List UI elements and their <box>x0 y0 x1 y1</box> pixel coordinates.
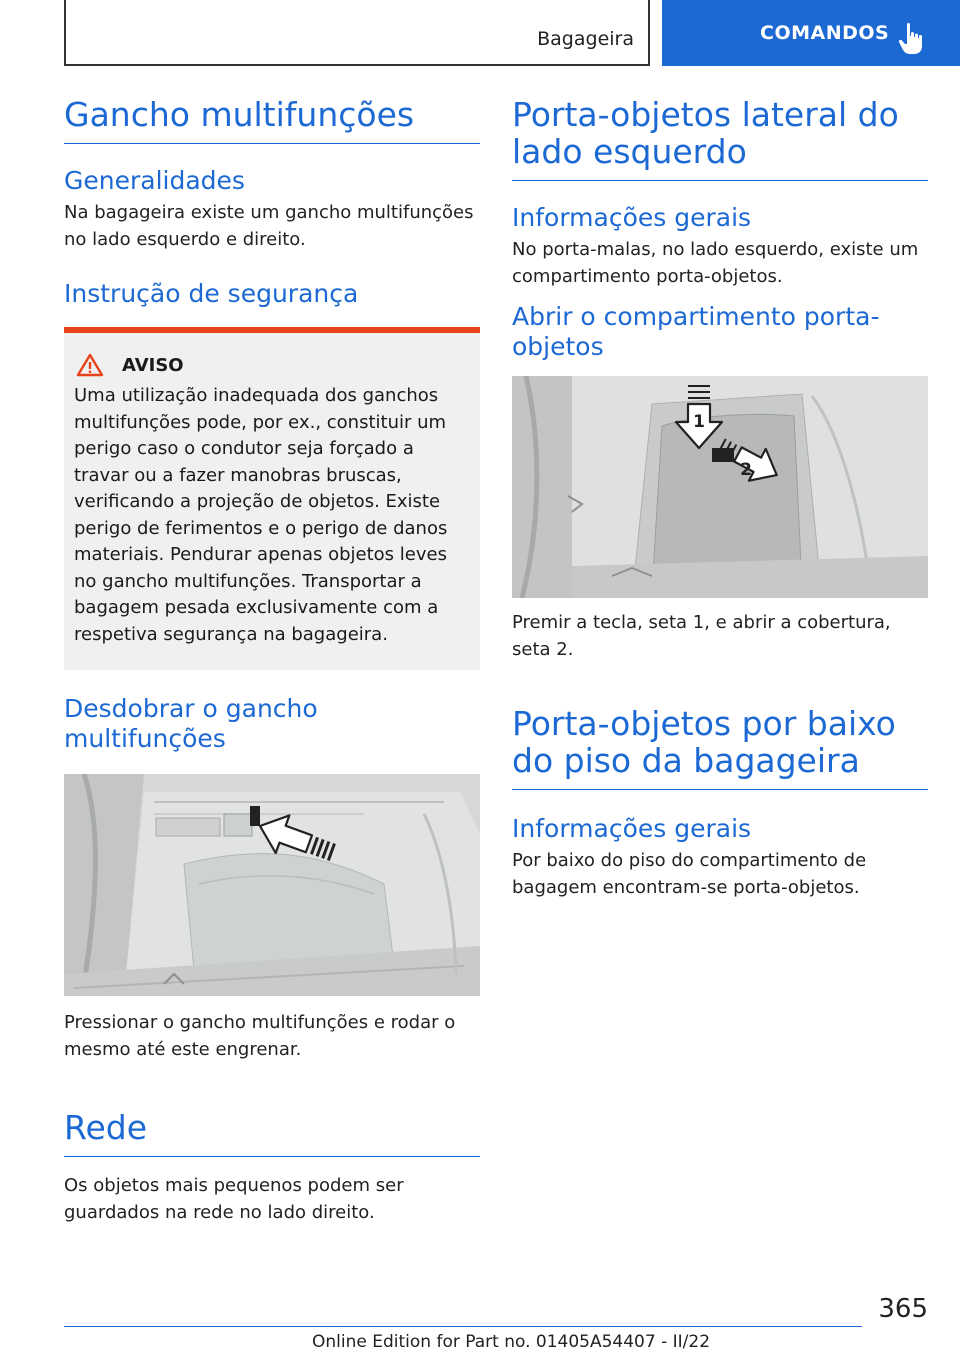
net-text: Os objetos mais pequenos podem ser guardados na rede no lado direito. <box>64 1175 404 1223</box>
open-heading: Abrir o compartimento porta-objetos <box>512 302 880 361</box>
open-text: Premir a tecla, seta 1, e abrir a cobertura, seta 2. <box>512 612 891 660</box>
floor-info-heading: Informações gerais <box>512 814 752 843</box>
page-number: 365 <box>878 1294 928 1324</box>
unfold-text: Pressionar o gancho multifunções e rodar o mesmo até este engrenar. <box>64 1012 456 1060</box>
info-text: No porta-malas, no lado esquerdo, existe um compartimento porta-objetos. <box>512 239 919 287</box>
floor-storage-rule <box>512 789 928 790</box>
header-section-box <box>64 0 650 66</box>
footer-rule <box>64 1326 862 1327</box>
warning-text: Uma utilização inadequada dos ganchos multifunções pode, por ex., constituir um perigo caso o condutor seja forçado a travar ou a fazer manobras bruscas, verificando a projeção de objetos. Existe perigo de ferimentos e o perigo de danos materiais. Pendurar apenas objetos leves no gancho multifunções. Transportar a bagagem pesada exclusivamente com a respetiva segurança na bagageira. <box>74 385 448 645</box>
callout-1: 1 <box>693 412 705 432</box>
header-chapter-label: COMANDOS <box>760 22 890 44</box>
footer-edition: Online Edition for Part no. 01405A54407 - II/22 <box>312 1332 711 1352</box>
warning-box <box>64 333 480 670</box>
net-rule <box>64 1156 480 1157</box>
title-rule <box>64 143 480 144</box>
warning-triangle-icon <box>76 353 104 377</box>
header-section-title: Bagageira <box>537 28 634 50</box>
general-heading: Generalidades <box>64 166 245 195</box>
info-heading: Informações gerais <box>512 203 752 232</box>
side-storage-title: Porta-objetos lateral do lado esquerdo <box>512 95 899 171</box>
right-column <box>512 96 928 901</box>
left-column <box>64 96 480 1226</box>
hand-pointer-icon <box>898 22 924 56</box>
warning-label: AVISO <box>122 354 184 376</box>
warning-title-row <box>74 353 470 377</box>
safety-heading: Instrução de segurança <box>64 279 359 308</box>
side-storage-rule <box>512 180 928 181</box>
floor-storage-title: Porta-objetos por baixo do piso da bagageira <box>512 704 896 780</box>
multifunction-hook-title: Gancho multifunções <box>64 95 415 134</box>
general-text: Na bagageira existe um gancho multifunções no lado esquerdo e direito. <box>64 202 474 250</box>
callout-2: 2 <box>740 460 752 480</box>
header-chapter-tab[interactable] <box>662 0 960 66</box>
unfold-heading: Desdobrar o gancho multifunções <box>64 694 318 753</box>
net-title: Rede <box>64 1108 147 1147</box>
side-compartment-illustration <box>512 376 928 598</box>
floor-info-text: Por baixo do piso do compartimento de bagagem encontram-se porta-objetos. <box>512 850 867 898</box>
multifunction-hook-illustration <box>64 774 480 996</box>
